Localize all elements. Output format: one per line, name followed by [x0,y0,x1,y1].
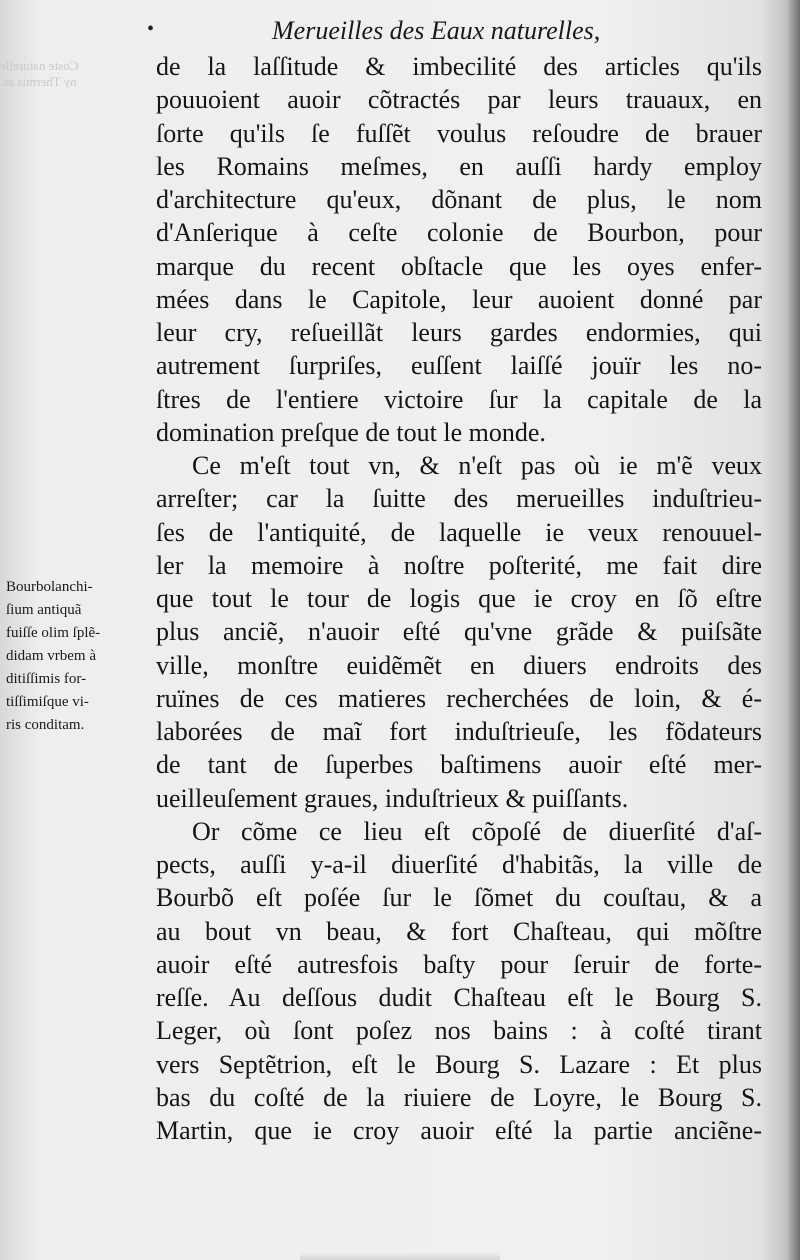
text-line: Leger, où ſont poſez nos bains : à coſté tirant [156,1016,762,1046]
marginal-line: didam vrbem à [6,648,96,664]
running-title: Merueilles des Eaux naturelles, [272,16,601,45]
text-line: d'architecture qu'eux, dõnant de plus, le nom [156,185,762,214]
text-line: ſes de l'antiquité, de laquelle ie veux renouuel- [156,517,762,547]
text-line: mées dans le Capitole, leur auoient donné par [156,284,762,314]
text-line: que tout le tour de logis que ie croy en ſõ eſtre [156,584,762,613]
marginal-line: ſium antiquã [6,602,82,618]
bleed-through-line: ny Thermis as. [0,74,77,89]
text-line: ſtres de l'entiere victoire ſur la capitale de la [156,384,762,414]
text-line: vers Septẽtrion, eſt le Bourg S. Lazare : Et plus [156,1049,762,1079]
bleed-through-text [0,58,120,90]
text-line: au bout vn beau, & fort Chaſteau, qui mõſtre [156,916,762,946]
text-line: ueilleuſement graues, induſtrieux & puiſſants. [156,783,629,813]
text-line: ler la memoire à noſtre poſterité, me fait dire [156,550,762,580]
text-line: marque du recent obſtacle que les oyes enfer- [156,251,762,281]
marginal-line: tiſſimiſque vi- [6,694,89,710]
text-line: Or cõme ce lieu eſt cõpoſé de diuerſité d'aſ- [192,816,762,846]
header-mark: • [147,18,155,40]
marginal-line: ditiſſimis for- [6,671,87,687]
text-line: leur cry, reſueillãt leurs gardes endormies, qui [156,318,762,347]
text-line: domination preſque de tout le monde. [156,417,546,447]
text-line: ſorte qu'ils ſe fuſſẽt voulus reſoudre de brauer [156,118,762,148]
marginal-line: ris conditam. [6,717,85,733]
text-line: arreſter; car la ſuitte des merueilles induſtrieu- [156,484,762,514]
text-line: Martin, que ie croy auoir eſté la partie anciẽne- [156,1116,762,1145]
text-line: de la laſſitude & imbecilité des articles qu'ils [156,52,762,81]
text-line: de tant de ſuperbes baſtimens auoir eſté mer- [156,750,762,780]
text-line: Bourbõ eſt poſée ſur le ſõmet du couſtau, & a [156,883,762,913]
text-line: ville, monſtre euidẽmẽt en diuers endroits des [156,650,762,680]
text-line: auoir eſté autresfois baſty pour ſeruir de forte- [156,949,762,979]
text-line: ruïnes de ces matieres recherchées de loin, & é- [156,683,762,713]
bleed-through-line: Coste naturelle [0,58,79,73]
text-line: bas du coſté de la riuiere de Loyre, le Bourg S. [156,1082,762,1112]
text-line: d'Anſerique à ceſte colonie de Bourbon, pour [156,218,762,248]
body-text [156,50,762,1147]
marginal-note [6,576,164,737]
page-bottom-shadow [300,1252,500,1260]
text-line: pouuoient auoir cõtractés par leurs trauaux, en [156,85,762,115]
text-line: les Romains meſmes, en auſſi hardy employ [156,151,762,181]
text-line: plus anciẽ, n'auoir eſté qu'vne grãde & puiſsãte [156,617,762,647]
marginal-line: Bourbolanchi- [6,579,93,595]
text-line: pects, auſſi y-a-il diuerſité d'habitãs, la ville de [156,850,762,879]
text-line: reſſe. Au deſſous dudit Chaſteau eſt le Bourg S. [156,983,762,1012]
marginal-line: fuiſſe olim ſplẽ- [6,625,101,641]
text-line: laborées de maĩ fort induſtrieuſe, les fõdateurs [156,717,762,746]
text-line: autrement ſurpriſes, euſſent laiſſé jouïr les no- [156,351,762,381]
page-gutter-shadow [788,0,800,1260]
text-line: Ce m'eſt tout vn, & n'eſt pas où ie m'ẽ veux [192,451,762,480]
